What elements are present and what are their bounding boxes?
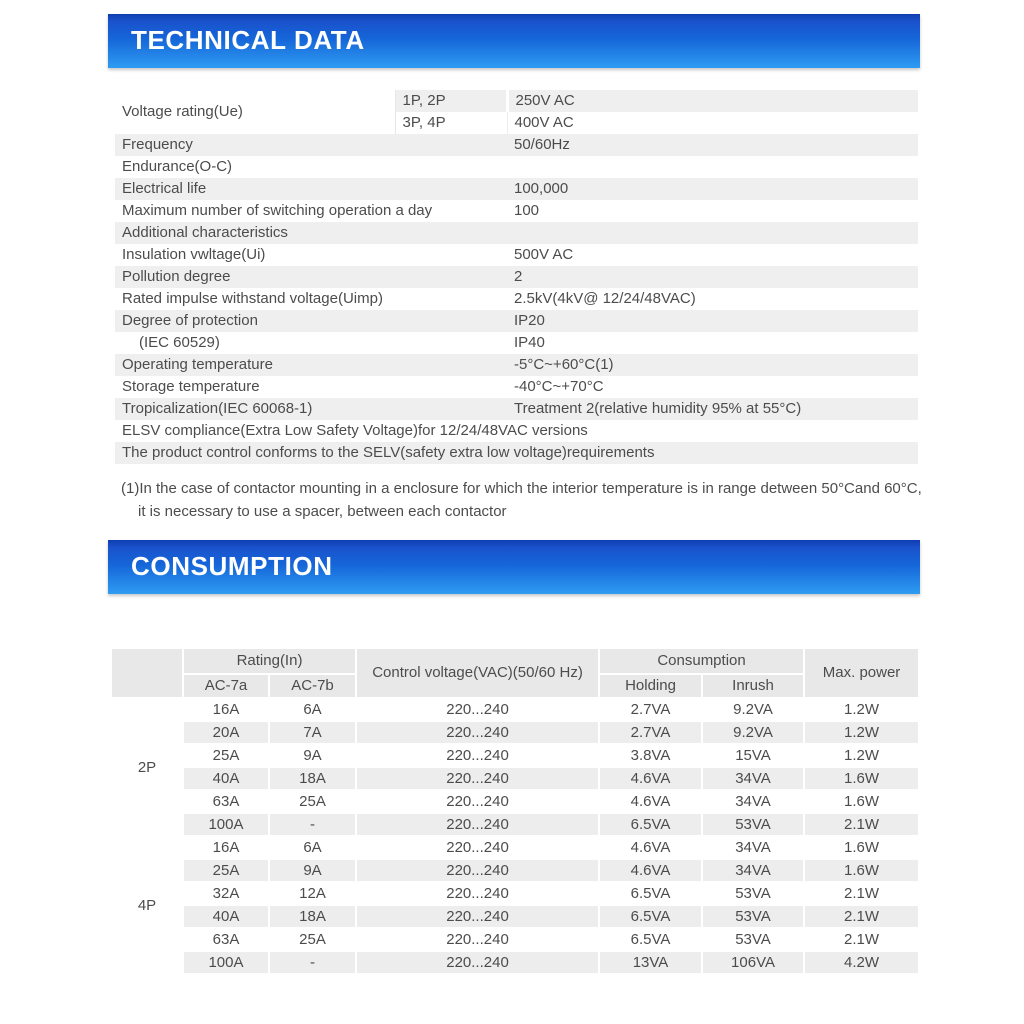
spec-row bbox=[115, 266, 918, 288]
cell-ac7a: 63A bbox=[183, 790, 269, 813]
pole-column-header bbox=[111, 648, 183, 698]
pole-label: 2P bbox=[111, 698, 183, 836]
consumption-table bbox=[110, 647, 920, 975]
rating-header: Rating(In) bbox=[183, 648, 356, 674]
cell-control-voltage: 220...240 bbox=[356, 813, 599, 836]
cell-max-power: 1.6W bbox=[804, 767, 919, 790]
cell-ac7a: 25A bbox=[183, 744, 269, 767]
technical-data-title: TECHNICAL DATA bbox=[131, 24, 365, 55]
cell-ac7b: 6A bbox=[269, 836, 356, 859]
spec-value: IP20 bbox=[507, 310, 918, 332]
spec-label: Degree of protection bbox=[115, 310, 507, 332]
cell-control-voltage: 220...240 bbox=[356, 744, 599, 767]
cell-control-voltage: 220...240 bbox=[356, 698, 599, 721]
cell-ac7b: 25A bbox=[269, 790, 356, 813]
cell-ac7a: 32A bbox=[183, 882, 269, 905]
cell-control-voltage: 220...240 bbox=[356, 836, 599, 859]
cell-ac7a: 63A bbox=[183, 928, 269, 951]
spec-row bbox=[115, 398, 918, 420]
cell-control-voltage: 220...240 bbox=[356, 951, 599, 974]
spec-row bbox=[115, 156, 918, 178]
spec-row bbox=[115, 90, 918, 112]
cell-max-power: 1.2W bbox=[804, 744, 919, 767]
spec-value: Treatment 2(relative humidity 95% at 55°C) bbox=[507, 398, 918, 420]
spec-sub-value: 3P, 4P bbox=[402, 114, 446, 131]
spec-label: Maximum number of switching operation a day bbox=[122, 202, 433, 219]
cell-inrush: 34VA bbox=[702, 859, 804, 882]
cell-holding: 4.6VA bbox=[599, 767, 702, 790]
cell-inrush: 34VA bbox=[702, 790, 804, 813]
cell-inrush: 15VA bbox=[702, 744, 804, 767]
cell-inrush: 34VA bbox=[702, 767, 804, 790]
cell-ac7a: 100A bbox=[183, 951, 269, 974]
cell-holding: 6.5VA bbox=[599, 882, 702, 905]
ac7a-header: AC-7a bbox=[183, 674, 269, 698]
spec-label: Additional characteristics bbox=[115, 222, 507, 244]
cell-holding: 6.5VA bbox=[599, 928, 702, 951]
spec-value: 2 bbox=[507, 266, 918, 288]
cell-ac7a: 16A bbox=[183, 698, 269, 721]
spec-row bbox=[115, 420, 918, 442]
cell-ac7a: 100A bbox=[183, 813, 269, 836]
spec-value: 250V AC bbox=[507, 90, 918, 112]
footnote-line-1: (1)In the case of contactor mounting in a enclosure for which the interior temperature is in range detween 50°Cand 60°C, bbox=[121, 480, 922, 497]
cell-ac7b: - bbox=[269, 813, 356, 836]
spec-label: Endurance(O-C) bbox=[122, 158, 233, 175]
footnote bbox=[121, 477, 1024, 523]
spec-value bbox=[507, 156, 918, 178]
cell-max-power: 4.2W bbox=[804, 951, 919, 974]
inrush-header: Inrush bbox=[702, 674, 804, 698]
spec-value: -5°C~+60°C(1) bbox=[507, 354, 918, 376]
cell-holding: 2.7VA bbox=[599, 698, 702, 721]
holding-header: Holding bbox=[599, 674, 702, 698]
cell-ac7b: 7A bbox=[269, 721, 356, 744]
spec-value: 50/60Hz bbox=[507, 134, 918, 156]
spec-label: (IEC 60529) bbox=[139, 334, 220, 351]
spec-row bbox=[115, 200, 918, 222]
cell-max-power: 2.1W bbox=[804, 882, 919, 905]
ac7b-header: AC-7b bbox=[269, 674, 356, 698]
spec-label: Storage temperature bbox=[122, 378, 260, 395]
consumption-row bbox=[111, 721, 919, 744]
cell-ac7b: 12A bbox=[269, 882, 356, 905]
cell-ac7b: 6A bbox=[269, 698, 356, 721]
spec-full-text: The product control conforms to the SELV(safety extra low voltage)requirements bbox=[115, 442, 918, 464]
cell-ac7a: 40A bbox=[183, 905, 269, 928]
cell-max-power: 2.1W bbox=[804, 905, 919, 928]
spec-full-text: ELSV compliance(Extra Low Safety Voltage)for 12/24/48VAC versions bbox=[122, 422, 588, 439]
cell-max-power: 2.1W bbox=[804, 813, 919, 836]
cell-holding: 4.6VA bbox=[599, 790, 702, 813]
cell-control-voltage: 220...240 bbox=[356, 721, 599, 744]
spec-value: 2.5kV(4kV@ 12/24/48VAC) bbox=[514, 290, 696, 307]
spec-row bbox=[115, 178, 918, 200]
cell-ac7b: 18A bbox=[269, 767, 356, 790]
consumption-header-row bbox=[111, 648, 919, 674]
spec-row bbox=[115, 288, 918, 310]
spec-row bbox=[115, 376, 918, 398]
consumption-row bbox=[111, 905, 919, 928]
spec-value bbox=[507, 222, 918, 244]
cell-max-power: 1.6W bbox=[804, 836, 919, 859]
cell-inrush: 9.2VA bbox=[702, 721, 804, 744]
spec-row bbox=[115, 310, 918, 332]
cell-ac7a: 20A bbox=[183, 721, 269, 744]
consumption-header: Consumption bbox=[599, 648, 804, 674]
control-voltage-header: Control voltage(VAC)(50/60 Hz) bbox=[356, 648, 599, 698]
spec-label: Frequency bbox=[115, 134, 507, 156]
pole-label: 4P bbox=[111, 836, 183, 974]
cell-holding: 2.7VA bbox=[599, 721, 702, 744]
consumption-row bbox=[111, 882, 919, 905]
consumption-row bbox=[111, 859, 919, 882]
spec-value: 100,000 bbox=[507, 178, 918, 200]
cell-control-voltage: 220...240 bbox=[356, 905, 599, 928]
cell-inrush: 106VA bbox=[702, 951, 804, 974]
consumption-row bbox=[111, 744, 919, 767]
spec-label: Tropicalization(IEC 60068-1) bbox=[115, 398, 507, 420]
spec-row bbox=[115, 244, 918, 266]
cell-max-power: 1.2W bbox=[804, 698, 919, 721]
consumption-header-band bbox=[108, 540, 920, 594]
technical-data-table bbox=[115, 90, 918, 464]
spec-label: Operating temperature bbox=[115, 354, 507, 376]
consumption-row bbox=[111, 790, 919, 813]
spec-value: 500V AC bbox=[514, 246, 574, 263]
spec-label: Insulation vwltage(Ui) bbox=[122, 246, 266, 263]
spec-value: IP40 bbox=[514, 334, 545, 351]
spec-row bbox=[115, 222, 918, 244]
cell-ac7a: 40A bbox=[183, 767, 269, 790]
cell-control-voltage: 220...240 bbox=[356, 767, 599, 790]
cell-holding: 6.5VA bbox=[599, 905, 702, 928]
cell-max-power: 1.6W bbox=[804, 859, 919, 882]
cell-control-voltage: 220...240 bbox=[356, 859, 599, 882]
spec-sub-value: 1P, 2P bbox=[395, 90, 507, 112]
consumption-title: CONSUMPTION bbox=[131, 550, 333, 581]
cell-control-voltage: 220...240 bbox=[356, 882, 599, 905]
cell-ac7b: - bbox=[269, 951, 356, 974]
cell-ac7b: 9A bbox=[269, 859, 356, 882]
cell-holding: 4.6VA bbox=[599, 859, 702, 882]
spec-row bbox=[115, 442, 918, 464]
spec-label: Voltage rating(Ue) bbox=[115, 90, 395, 134]
cell-control-voltage: 220...240 bbox=[356, 790, 599, 813]
spec-value: 100 bbox=[514, 202, 540, 219]
spec-value: 400V AC bbox=[507, 112, 918, 134]
cell-ac7b: 9A bbox=[269, 744, 356, 767]
spec-label: Electrical life bbox=[115, 178, 507, 200]
cell-ac7b: 25A bbox=[269, 928, 356, 951]
technical-data-header-band bbox=[108, 14, 920, 68]
consumption-row bbox=[111, 767, 919, 790]
consumption-row bbox=[111, 951, 919, 974]
spec-row bbox=[115, 354, 918, 376]
spec-label: Pollution degree bbox=[115, 266, 507, 288]
cell-inrush: 53VA bbox=[702, 882, 804, 905]
cell-ac7b: 18A bbox=[269, 905, 356, 928]
cell-ac7a: 25A bbox=[183, 859, 269, 882]
cell-holding: 4.6VA bbox=[599, 836, 702, 859]
consumption-row bbox=[111, 836, 919, 859]
spec-label: Rated impulse withstand voltage(Uimp) bbox=[122, 290, 383, 307]
consumption-row bbox=[111, 698, 919, 721]
spec-row bbox=[115, 332, 918, 354]
spec-row bbox=[115, 134, 918, 156]
cell-inrush: 34VA bbox=[702, 836, 804, 859]
spec-value: -40°C~+70°C bbox=[514, 378, 604, 395]
cell-holding: 3.8VA bbox=[599, 744, 702, 767]
cell-max-power: 2.1W bbox=[804, 928, 919, 951]
cell-holding: 13VA bbox=[599, 951, 702, 974]
cell-max-power: 1.2W bbox=[804, 721, 919, 744]
max-power-header: Max. power bbox=[804, 648, 919, 698]
consumption-row bbox=[111, 928, 919, 951]
cell-inrush: 9.2VA bbox=[702, 698, 804, 721]
cell-inrush: 53VA bbox=[702, 905, 804, 928]
consumption-row bbox=[111, 813, 919, 836]
cell-inrush: 53VA bbox=[702, 813, 804, 836]
cell-control-voltage: 220...240 bbox=[356, 928, 599, 951]
footnote-line-2: it is necessary to use a spacer, between each contactor bbox=[138, 503, 507, 520]
cell-max-power: 1.6W bbox=[804, 790, 919, 813]
cell-inrush: 53VA bbox=[702, 928, 804, 951]
cell-ac7a: 16A bbox=[183, 836, 269, 859]
cell-holding: 6.5VA bbox=[599, 813, 702, 836]
